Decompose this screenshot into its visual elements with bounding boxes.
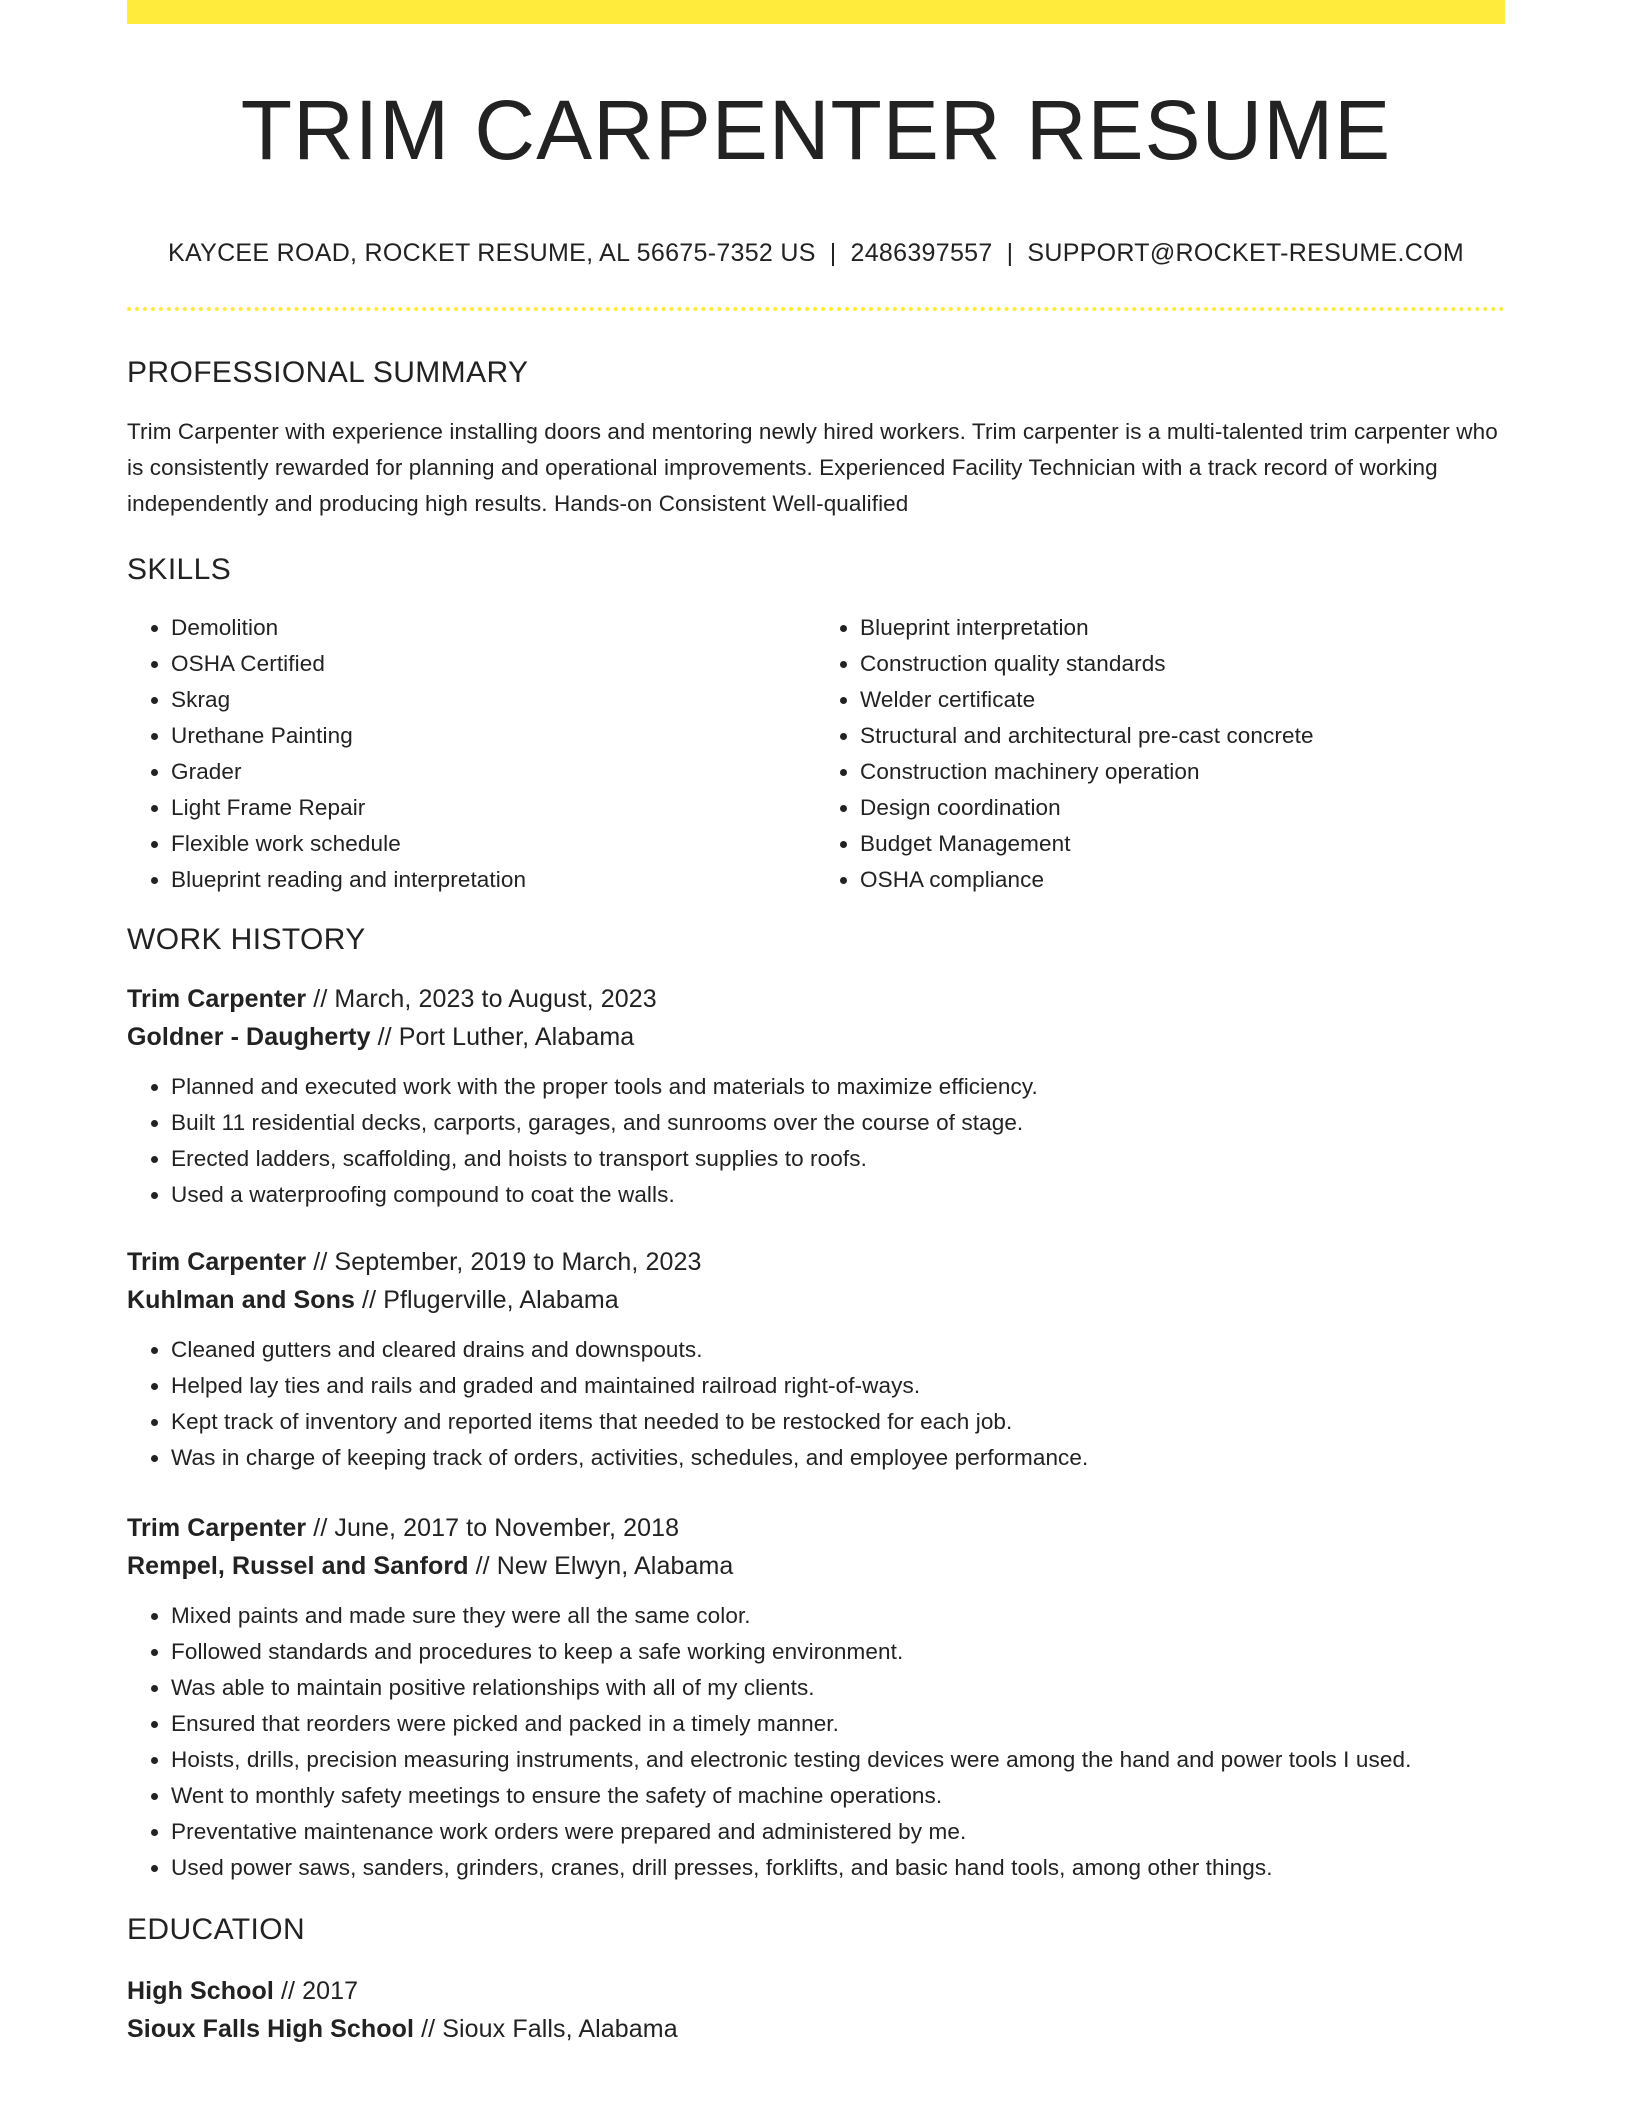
accent-bar	[127, 0, 1505, 24]
skill-item: • Construction machinery operation	[860, 754, 1505, 790]
job-location: // Pflugerville, Alabama	[355, 1286, 619, 1314]
job-bullet: • Followed standards and procedures to keep a safe working environment.	[171, 1634, 1505, 1670]
job-bullet: • Went to monthly safety meetings to ensure the safety of machine operations.	[171, 1778, 1505, 1814]
skill-item: • Skrag	[171, 682, 816, 718]
job-bullet: • Used power saws, sanders, grinders, cranes, drill presses, forklifts, and basic hand tools, among other things.	[171, 1850, 1505, 1886]
job-bullet: • Erected ladders, scaffolding, and hoists to transport supplies to roofs.	[171, 1141, 1505, 1177]
job-bullet: • Built 11 residential decks, carports, garages, and sunrooms over the course of stage.	[171, 1105, 1505, 1141]
job-bullet: • Kept track of inventory and reported items that needed to be restocked for each job.	[171, 1404, 1505, 1440]
dotted-divider	[127, 307, 1505, 311]
education-school: Sioux Falls High School	[127, 2015, 415, 2043]
skill-item: • Construction quality standards	[860, 646, 1505, 682]
skill-item: • OSHA compliance	[860, 862, 1505, 898]
job-bullet: • Mixed paints and made sure they were all the same color.	[171, 1598, 1505, 1634]
job-location: // New Elwyn, Alabama	[468, 1552, 734, 1580]
skill-item: • Blueprint reading and interpretation	[171, 862, 816, 898]
job-entry	[127, 980, 1505, 1213]
skill-item: • Blueprint interpretation	[860, 610, 1505, 646]
education-entry	[127, 1972, 1505, 2048]
education-location: // Sioux Falls, Alabama	[414, 2015, 678, 2043]
education-degree: High School	[127, 1977, 274, 2005]
separator: |	[829, 239, 837, 267]
job-company: Rempel, Russel and Sanford	[127, 1552, 469, 1580]
job-bullet: • Used a waterproofing compound to coat the walls.	[171, 1177, 1505, 1213]
separator: |	[1006, 239, 1014, 267]
job-bullet: • Cleaned gutters and cleared drains and downspouts.	[171, 1332, 1505, 1368]
education-year: // 2017	[273, 1977, 359, 2005]
work-history-heading: WORK HISTORY	[127, 923, 366, 956]
skill-item: • OSHA Certified	[171, 646, 816, 682]
address: KAYCEE ROAD, ROCKET RESUME, AL 56675-7352 US	[168, 239, 816, 267]
job-company: Goldner - Daugherty	[127, 1023, 371, 1051]
resume-page	[127, 0, 1505, 2112]
skills-heading: SKILLS	[127, 553, 232, 586]
skill-item: • Budget Management	[860, 826, 1505, 862]
summary-text: Trim Carpenter with experience installing doors and mentoring newly hired workers. Trim carpenter is a multi-talented trim carpenter who is consistently rewarded for planning and operational improvements. Experienced Facility Technician with a track record of working independently and producing high results. Hands-on Consistent Well-qualified	[127, 419, 1498, 516]
summary-heading: PROFESSIONAL SUMMARY	[127, 356, 529, 389]
job-role: Trim Carpenter	[127, 1248, 307, 1276]
skill-item: • Flexible work schedule	[171, 826, 816, 862]
job-bullets	[127, 1069, 1505, 1213]
resume-title: TRIM CARPENTER RESUME	[240, 83, 1392, 177]
education-heading: EDUCATION	[127, 1913, 306, 1946]
skill-item: • Urethane Painting	[171, 718, 816, 754]
skills-right-list	[816, 610, 1505, 898]
job-bullets	[127, 1598, 1505, 1886]
job-entry	[127, 1509, 1505, 1886]
job-bullet: • Was able to maintain positive relationships with all of my clients.	[171, 1670, 1505, 1706]
job-bullet: • Planned and executed work with the proper tools and materials to maximize efficiency.	[171, 1069, 1505, 1105]
skills-left-list	[127, 610, 816, 898]
job-company-line	[127, 1281, 1505, 1319]
contact-line	[127, 238, 1505, 268]
skill-item: • Grader	[171, 754, 816, 790]
job-company: Kuhlman and Sons	[127, 1286, 356, 1314]
education-school-line	[127, 2010, 1505, 2048]
job-bullet: • Preventative maintenance work orders were prepared and administered by me.	[171, 1814, 1505, 1850]
job-bullet: • Helped lay ties and rails and graded and maintained railroad right-of-ways.	[171, 1368, 1505, 1404]
job-location: // Port Luther, Alabama	[370, 1023, 635, 1051]
phone: 2486397557	[850, 239, 993, 267]
skill-item: • Light Frame Repair	[171, 790, 816, 826]
job-dates: // September, 2019 to March, 2023	[306, 1248, 702, 1276]
skill-item: • Demolition	[171, 610, 816, 646]
job-title-line	[127, 1243, 1505, 1281]
job-title-line	[127, 980, 1505, 1018]
job-bullet: • Hoists, drills, precision measuring instruments, and electronic testing devices were among the hand and power tools I used.	[171, 1742, 1505, 1778]
job-company-line	[127, 1018, 1505, 1056]
job-bullet: • Was in charge of keeping track of orders, activities, schedules, and employee performance.	[171, 1440, 1505, 1476]
job-role: Trim Carpenter	[127, 1514, 307, 1542]
skill-item: • Design coordination	[860, 790, 1505, 826]
education-degree-line	[127, 1972, 1505, 2010]
job-entry	[127, 1243, 1505, 1476]
job-title-line	[127, 1509, 1505, 1547]
email: SUPPORT@ROCKET-RESUME.COM	[1027, 239, 1464, 267]
job-dates: // June, 2017 to November, 2018	[306, 1514, 680, 1542]
skill-item: • Structural and architectural pre-cast concrete	[860, 718, 1505, 754]
job-dates: // March, 2023 to August, 2023	[306, 985, 657, 1013]
job-role: Trim Carpenter	[127, 985, 307, 1013]
job-company-line	[127, 1547, 1505, 1585]
skills-columns	[127, 610, 1505, 898]
job-bullets	[127, 1332, 1505, 1476]
job-bullet: • Ensured that reorders were picked and packed in a timely manner.	[171, 1706, 1505, 1742]
skill-item: • Welder certificate	[860, 682, 1505, 718]
